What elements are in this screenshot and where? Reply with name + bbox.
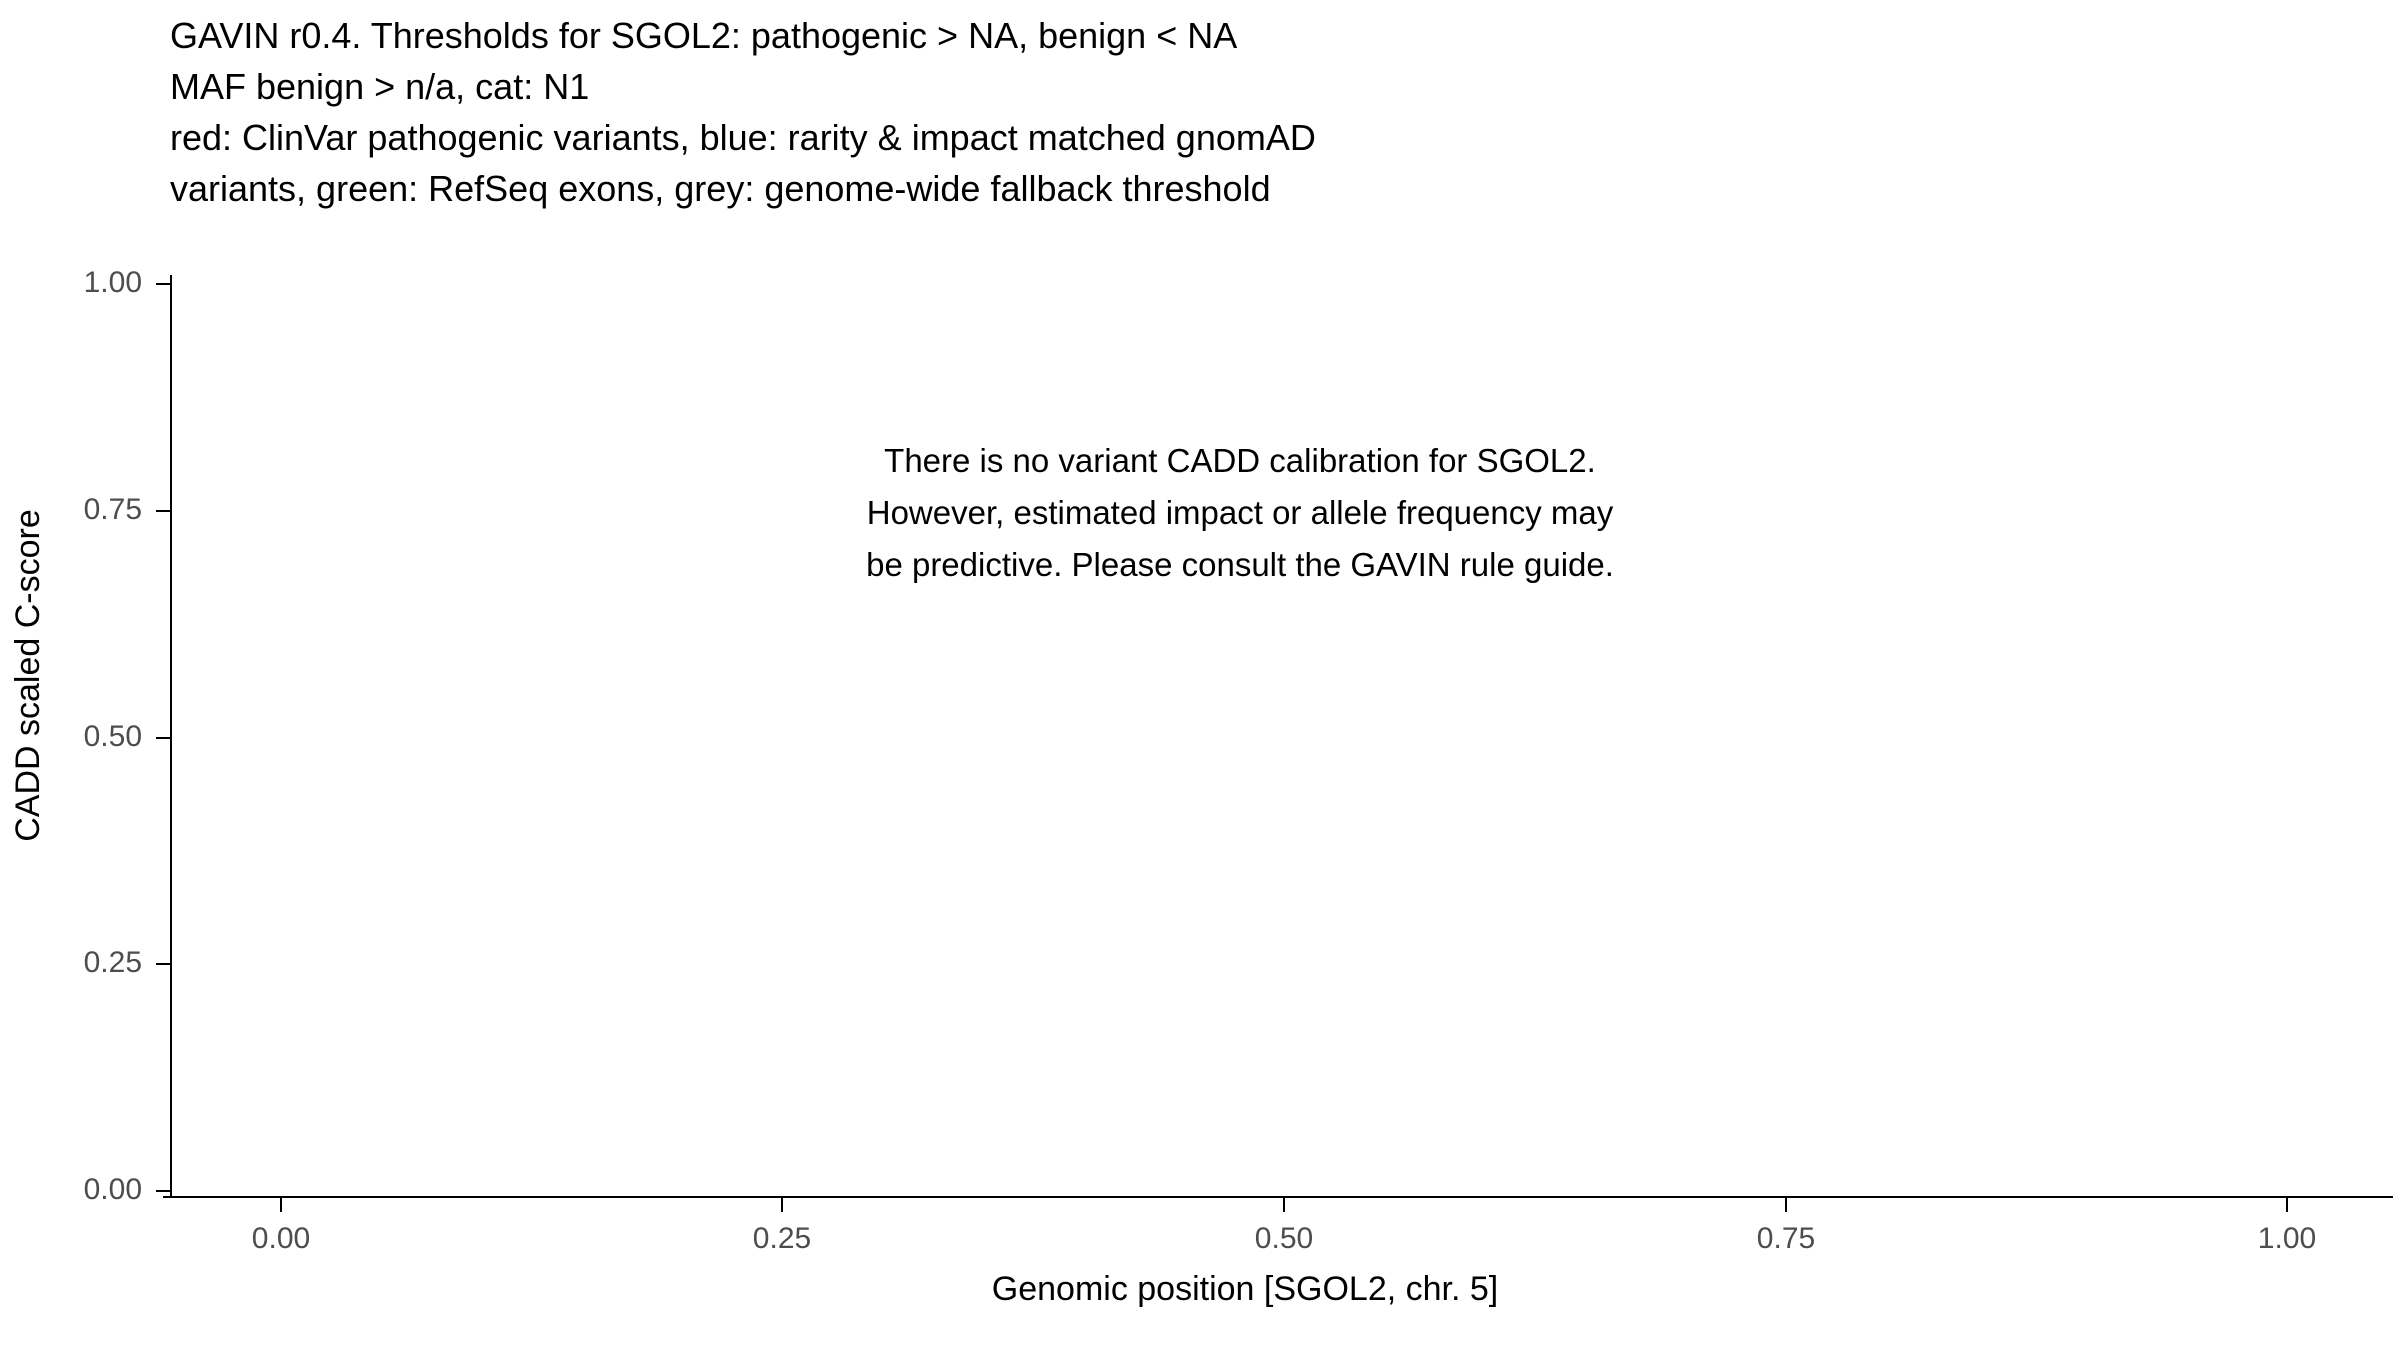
x-tick-mark-0.25 xyxy=(781,1198,783,1212)
plot-annotation xyxy=(700,435,1780,591)
y-tick-label-3: 0.75 xyxy=(83,493,142,526)
y-tick-label-4: 1.00 xyxy=(83,266,142,299)
x-axis-line xyxy=(163,1196,2393,1198)
y-tick-mark-0.75 xyxy=(156,510,170,512)
plot-annotation-line-2: However, estimated impact or allele frequency may xyxy=(866,494,1614,531)
plot-annotation-line-1: There is no variant CADD calibration for SGOL2. xyxy=(884,442,1596,479)
y-axis-line xyxy=(170,275,172,1198)
x-tick-mark-0.75 xyxy=(1785,1198,1787,1212)
x-tick-label-3: 0.75 xyxy=(1756,1222,1816,1255)
x-tick-label-4: 1.00 xyxy=(2257,1222,2317,1255)
y-tick-mark-1.00 xyxy=(156,283,170,285)
y-axis-title-label: CADD scaled C-score xyxy=(8,508,47,842)
y-tick-label-1: 0.25 xyxy=(83,946,142,979)
chart-title-line-2: MAF benign > n/a, cat: N1 xyxy=(170,66,590,107)
y-tick-mark-0.50 xyxy=(156,737,170,739)
x-tick-mark-0.50 xyxy=(1283,1198,1285,1212)
y-tick-mark-0.25 xyxy=(156,963,170,965)
x-tick-mark-1.00 xyxy=(2286,1198,2288,1212)
plot-panel xyxy=(170,283,2385,1190)
x-tick-label-1: 0.25 xyxy=(752,1222,812,1255)
x-tick-label-2: 0.50 xyxy=(1254,1222,1314,1255)
plot-annotation-line-3: be predictive. Please consult the GAVIN rule guide. xyxy=(866,546,1614,583)
y-tick-label-0: 0.00 xyxy=(83,1173,142,1206)
chart-title-line-4: variants, green: RefSeq exons, grey: genome-wide fallback threshold xyxy=(170,168,1271,209)
chart-title-line-1: GAVIN r0.4. Thresholds for SGOL2: pathogenic > NA, benign < NA xyxy=(170,15,1238,56)
x-tick-label-0: 0.00 xyxy=(251,1222,311,1255)
y-tick-label-2: 0.50 xyxy=(83,720,142,753)
y-axis-title xyxy=(0,0,56,1350)
x-axis-title: Genomic position [SGOL2, chr. 5] xyxy=(991,1270,1499,1308)
y-tick-mark-0.00 xyxy=(156,1190,170,1192)
chart-title-line-3: red: ClinVar pathogenic variants, blue: rarity & impact matched gnomAD xyxy=(170,117,1316,158)
chart-title xyxy=(170,10,2270,214)
x-tick-mark-0.00 xyxy=(280,1198,282,1212)
